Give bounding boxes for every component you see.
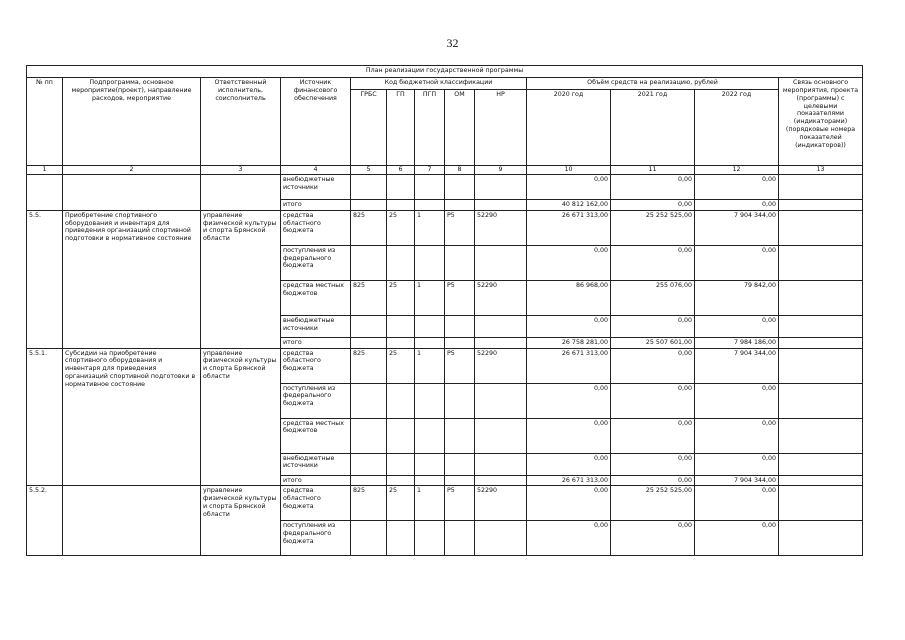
kbk-gp — [387, 383, 415, 418]
kbk-grbs — [351, 337, 387, 348]
amount-2022: 7 904 344,00 — [695, 210, 779, 245]
kbk-pgp — [415, 383, 445, 418]
responsible-executor: управление физической культуры и спорта Брянской области — [201, 348, 281, 486]
indicator-link — [779, 453, 863, 475]
kbk-grbs — [351, 383, 387, 418]
kbk-om — [445, 199, 475, 210]
kbk-gp — [387, 245, 415, 280]
header-volume: Объём средств на реализацию, рублей — [527, 78, 779, 90]
amount-2020: 26 758 281,00 — [527, 337, 611, 348]
kbk-gp — [387, 453, 415, 475]
table-body — [27, 174, 863, 556]
header-link: Связь основного мероприятия, проекта (программы) с целевыми показателями (индикаторами) (порядковые номера показателей (индикаторов)) — [779, 78, 863, 166]
indicator-link — [779, 486, 863, 521]
amount-2020: 0,00 — [527, 486, 611, 521]
activity-name: Приобретение спортивного оборудования и инвентаря для приведения организаций спортивной подготовки в нормативное состояние — [63, 210, 201, 348]
amount-2020: 0,00 — [527, 315, 611, 337]
table-row — [27, 348, 863, 383]
header-om: ОМ — [445, 90, 475, 166]
table-row — [27, 486, 863, 521]
funding-source: внебюджетные источники — [281, 315, 351, 337]
kbk-np — [475, 245, 527, 280]
kbk-gp — [387, 475, 415, 486]
amount-2021: 0,00 — [611, 453, 695, 475]
header-executor: Ответственный исполнитель, соисполнитель — [201, 78, 281, 166]
amount-2021: 0,00 — [611, 199, 695, 210]
amount-2022: 0,00 — [695, 521, 779, 556]
kbk-pgp: 1 — [415, 210, 445, 245]
kbk-pgp: 1 — [415, 486, 445, 521]
indicator-link — [779, 210, 863, 245]
amount-2020: 26 671 313,00 — [527, 475, 611, 486]
column-number: 4 — [281, 166, 351, 175]
amount-2021: 0,00 — [611, 348, 695, 383]
kbk-np: 52290 — [475, 280, 527, 315]
amount-2021: 25 252 525,00 — [611, 210, 695, 245]
indicator-link — [779, 348, 863, 383]
kbk-grbs — [351, 174, 387, 199]
amount-2021: 0,00 — [611, 521, 695, 556]
table-row — [27, 210, 863, 245]
amount-2022: 0,00 — [695, 486, 779, 521]
amount-2020: 40 812 162,00 — [527, 199, 611, 210]
program-plan-table — [26, 65, 863, 556]
kbk-np — [475, 521, 527, 556]
header-2021: 2021 год — [611, 90, 695, 166]
amount-2022: 0,00 — [695, 418, 779, 453]
indicator-link — [779, 174, 863, 199]
kbk-om — [445, 383, 475, 418]
row-number: 5.5.2. — [27, 486, 63, 556]
amount-2020: 26 671 313,00 — [527, 348, 611, 383]
kbk-grbs: 825 — [351, 280, 387, 315]
kbk-grbs — [351, 199, 387, 210]
amount-2022: 0,00 — [695, 245, 779, 280]
amount-2021: 0,00 — [611, 475, 695, 486]
amount-2022: 0,00 — [695, 315, 779, 337]
activity-name — [63, 174, 201, 210]
funding-source: средства областного бюджета — [281, 210, 351, 245]
column-number: 3 — [201, 166, 281, 175]
header-subprogram: Подпрограмма, основное мероприятие(проект), направление расходов, мероприятие — [63, 78, 201, 166]
kbk-om — [445, 418, 475, 453]
funding-source: поступления из федерального бюджета — [281, 521, 351, 556]
kbk-pgp — [415, 174, 445, 199]
column-number: 12 — [695, 166, 779, 175]
kbk-grbs — [351, 453, 387, 475]
kbk-grbs — [351, 315, 387, 337]
kbk-np — [475, 337, 527, 348]
kbk-gp — [387, 315, 415, 337]
funding-source: средства местных бюджетов — [281, 418, 351, 453]
kbk-pgp — [415, 315, 445, 337]
page-number: 32 — [446, 36, 459, 50]
amount-2022: 7 904 344,00 — [695, 475, 779, 486]
indicator-link — [779, 383, 863, 418]
kbk-pgp — [415, 418, 445, 453]
kbk-om: Р5 — [445, 280, 475, 315]
header-np: НР — [475, 90, 527, 166]
kbk-om — [445, 315, 475, 337]
responsible-executor: управление физической культуры и спорта Брянской области — [201, 210, 281, 348]
funding-source: средства областного бюджета — [281, 486, 351, 521]
kbk-gp: 25 — [387, 348, 415, 383]
kbk-grbs: 825 — [351, 210, 387, 245]
amount-2022: 0,00 — [695, 383, 779, 418]
funding-source: итого — [281, 199, 351, 210]
kbk-np — [475, 383, 527, 418]
kbk-om — [445, 475, 475, 486]
amount-2021: 0,00 — [611, 245, 695, 280]
indicator-link — [779, 337, 863, 348]
funding-source: итого — [281, 337, 351, 348]
kbk-om — [445, 245, 475, 280]
indicator-link — [779, 521, 863, 556]
column-number: 1 — [27, 166, 63, 175]
kbk-np — [475, 174, 527, 199]
amount-2021: 0,00 — [611, 174, 695, 199]
amount-2022: 7 904 344,00 — [695, 348, 779, 383]
amount-2020: 26 671 313,00 — [527, 210, 611, 245]
column-number: 13 — [779, 166, 863, 175]
header-source: Источник финансового обеспечения — [281, 78, 351, 166]
kbk-om: Р5 — [445, 486, 475, 521]
amount-2020: 0,00 — [527, 453, 611, 475]
amount-2020: 0,00 — [527, 418, 611, 453]
indicator-link — [779, 245, 863, 280]
column-number: 2 — [63, 166, 201, 175]
table-row — [27, 174, 863, 199]
indicator-link — [779, 199, 863, 210]
amount-2022: 0,00 — [695, 453, 779, 475]
header-num: № пп — [27, 78, 63, 166]
kbk-grbs — [351, 521, 387, 556]
activity-name: Субсидии на приобретение спортивного оборудования и инвентаря для приведения организаций спортивной подготовки в нормативное состояние — [63, 348, 201, 486]
column-number: 7 — [415, 166, 445, 175]
kbk-grbs: 825 — [351, 348, 387, 383]
header-2022: 2022 год — [695, 90, 779, 166]
funding-source: итого — [281, 475, 351, 486]
column-numbers-row — [27, 166, 863, 175]
amount-2021: 25 252 525,00 — [611, 486, 695, 521]
column-number: 5 — [351, 166, 387, 175]
kbk-pgp — [415, 453, 445, 475]
kbk-grbs — [351, 475, 387, 486]
amount-2021: 25 507 601,00 — [611, 337, 695, 348]
kbk-np — [475, 315, 527, 337]
kbk-pgp — [415, 245, 445, 280]
kbk-gp — [387, 418, 415, 453]
kbk-np — [475, 453, 527, 475]
column-number: 11 — [611, 166, 695, 175]
funding-source: поступления из федерального бюджета — [281, 383, 351, 418]
amount-2020: 0,00 — [527, 174, 611, 199]
header-2020: 2020 год — [527, 90, 611, 166]
kbk-om — [445, 453, 475, 475]
amount-2020: 0,00 — [527, 383, 611, 418]
header-grbs: ГРБС — [351, 90, 387, 166]
amount-2020: 0,00 — [527, 245, 611, 280]
table-title: План реализации государственной программы — [27, 66, 863, 78]
kbk-grbs: 825 — [351, 486, 387, 521]
amount-2022: 7 984 186,00 — [695, 337, 779, 348]
row-number: 5.5.1. — [27, 348, 63, 486]
kbk-np — [475, 475, 527, 486]
funding-source: средства областного бюджета — [281, 348, 351, 383]
kbk-gp — [387, 174, 415, 199]
kbk-gp — [387, 521, 415, 556]
header-kbk: Код бюджетной классификации — [351, 78, 527, 90]
amount-2022: 0,00 — [695, 199, 779, 210]
column-number: 6 — [387, 166, 415, 175]
kbk-np: 52290 — [475, 486, 527, 521]
activity-name — [63, 486, 201, 556]
kbk-gp: 25 — [387, 210, 415, 245]
column-number: 10 — [527, 166, 611, 175]
responsible-executor — [201, 174, 281, 210]
amount-2021: 0,00 — [611, 315, 695, 337]
kbk-gp — [387, 199, 415, 210]
kbk-np: 52290 — [475, 210, 527, 245]
amount-2021: 0,00 — [611, 418, 695, 453]
kbk-np: 52290 — [475, 348, 527, 383]
kbk-pgp: 1 — [415, 348, 445, 383]
funding-source: средства местных бюджетов — [281, 280, 351, 315]
indicator-link — [779, 280, 863, 315]
funding-source: внебюджетные источники — [281, 174, 351, 199]
kbk-pgp — [415, 337, 445, 348]
kbk-om — [445, 521, 475, 556]
kbk-om — [445, 337, 475, 348]
header-pgp: ПГП — [415, 90, 445, 166]
row-number — [27, 174, 63, 210]
kbk-gp — [387, 337, 415, 348]
amount-2020: 0,00 — [527, 521, 611, 556]
kbk-pgp — [415, 521, 445, 556]
amount-2022: 79 842,00 — [695, 280, 779, 315]
column-number: 8 — [445, 166, 475, 175]
column-number: 9 — [475, 166, 527, 175]
header-gp: ГП — [387, 90, 415, 166]
amount-2022: 0,00 — [695, 174, 779, 199]
responsible-executor: управление физической культуры и спорта Брянской области — [201, 486, 281, 556]
kbk-np — [475, 418, 527, 453]
kbk-om — [445, 174, 475, 199]
indicator-link — [779, 475, 863, 486]
kbk-gp: 25 — [387, 280, 415, 315]
amount-2021: 255 076,00 — [611, 280, 695, 315]
kbk-grbs — [351, 245, 387, 280]
kbk-pgp — [415, 199, 445, 210]
amount-2020: 86 968,00 — [527, 280, 611, 315]
indicator-link — [779, 315, 863, 337]
kbk-om: Р5 — [445, 210, 475, 245]
kbk-gp: 25 — [387, 486, 415, 521]
kbk-grbs — [351, 418, 387, 453]
kbk-np — [475, 199, 527, 210]
kbk-pgp — [415, 475, 445, 486]
row-number: 5.5. — [27, 210, 63, 348]
kbk-om: Р5 — [445, 348, 475, 383]
funding-source: внебюджетные источники — [281, 453, 351, 475]
indicator-link — [779, 418, 863, 453]
kbk-pgp: 1 — [415, 280, 445, 315]
amount-2021: 0,00 — [611, 383, 695, 418]
funding-source: поступления из федерального бюджета — [281, 245, 351, 280]
